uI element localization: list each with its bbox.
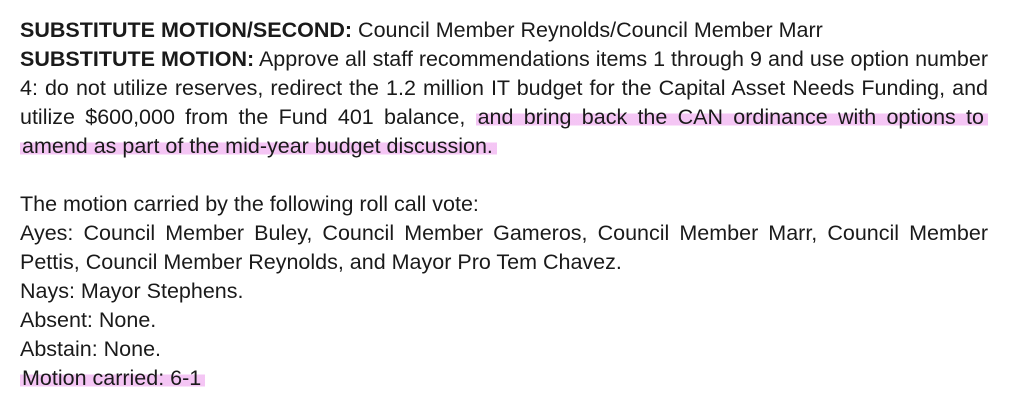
ayes-line: Ayes: Council Member Buley, Council Member Gameros, Council Member Marr, Council Member Pettis, Council Member Reynolds, and Mayor Pro Tem Chavez. xyxy=(20,221,988,274)
paragraph-spacer xyxy=(20,161,988,190)
substitute-second-text: Council Member Reynolds/Council Member Marr xyxy=(352,18,823,42)
motion-result-line xyxy=(20,364,988,393)
minutes-document xyxy=(20,16,988,393)
substitute-motion-text: Approve all staff recommendations items 1 through 9 and use option number 4: do not utilize reserves, redirect the 1.2 million IT budget for the Capital Asset Needs Funding, and utilize $600,000 from the Fund 401 balance, xyxy=(20,47,988,129)
highlighted-amendment-text: and bring back the CAN ordinance with options to amend as part of the mid-year budget discussion. xyxy=(20,105,988,158)
substitute-motion-paragraph xyxy=(20,45,988,161)
substitute-second-label: SUBSTITUTE MOTION/SECOND: xyxy=(20,18,353,42)
abstain-line: Abstain: None. xyxy=(20,337,162,361)
substitute-motion-label: SUBSTITUTE MOTION: xyxy=(20,47,255,71)
absent-line: Absent: None. xyxy=(20,308,157,332)
nays-line: Nays: Mayor Stephens. xyxy=(20,279,244,303)
substitute-second-line xyxy=(20,16,988,45)
vote-intro: The motion carried by the following roll call vote: xyxy=(20,192,479,216)
motion-result-highlight: Motion carried: 6-1 xyxy=(20,366,205,390)
